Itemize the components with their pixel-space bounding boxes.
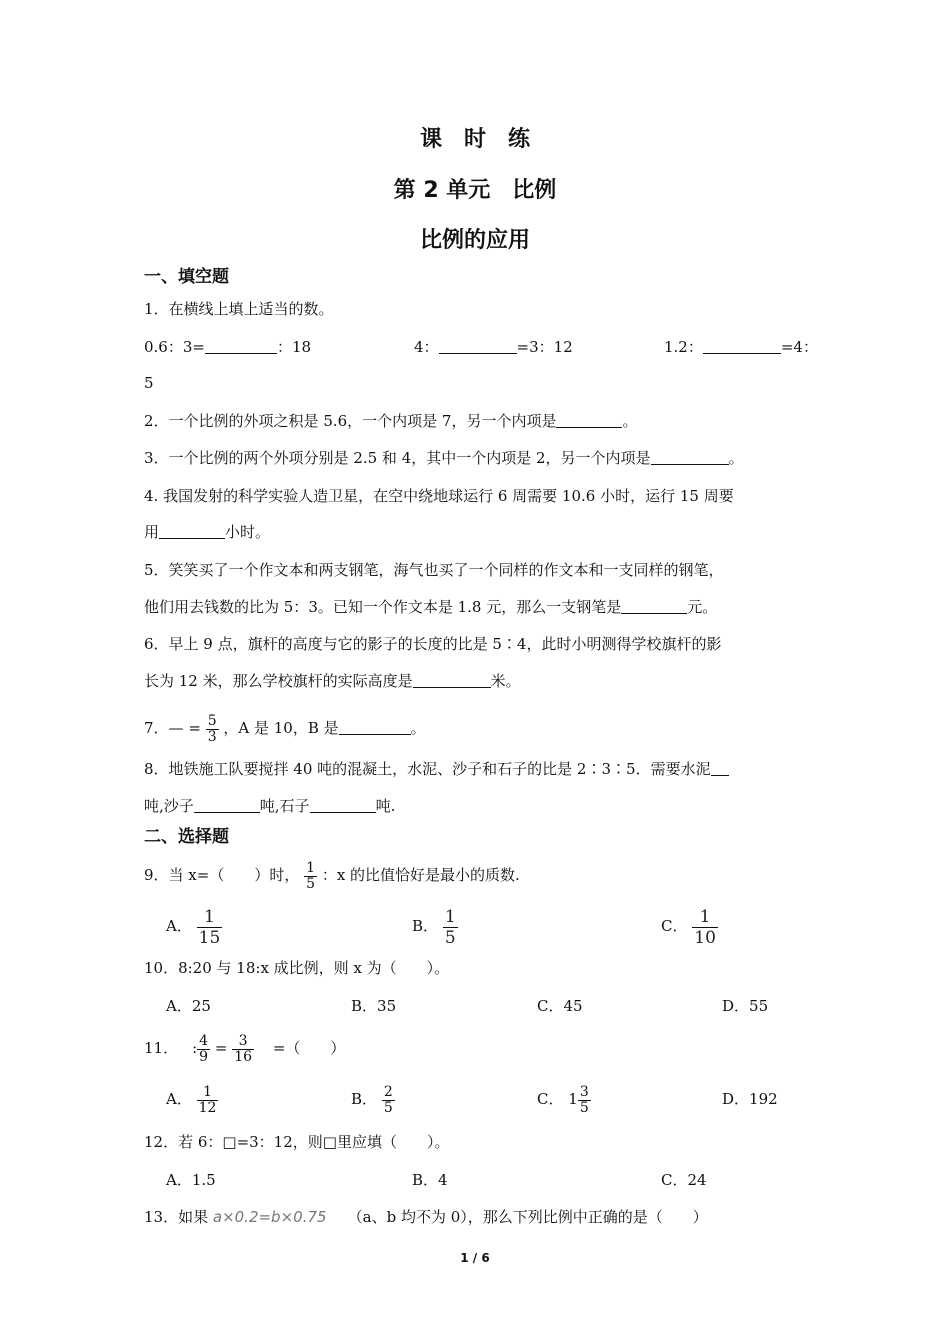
answer-blank[interactable] [556,411,622,428]
q3-text: 3．一个比例的两个外项分别是 2.5 和 4，其中一个内项是 2，另一个内项是 [144,449,651,467]
fraction-denominator: 12 [198,1099,217,1116]
option-label: A． [166,1090,192,1108]
q11-option-c[interactable] [537,1081,591,1117]
fraction-denominator: 9 [199,1048,209,1065]
q7-number: 7． [144,719,169,737]
q11-fraction-1 [197,1034,210,1065]
option-label: B． [351,1090,378,1108]
q10-option-a[interactable]: A．25 [166,997,211,1015]
option-fraction [578,1085,591,1116]
q6-text: 长为 12 米，那么学校旗杆的实际高度是 [144,672,413,690]
q8-text-2: 吨,沙子 [144,797,194,815]
q1a-prefix: 0.6：3= [144,338,205,356]
fraction-numerator: 3 [232,1034,254,1050]
answer-blank[interactable] [413,671,491,688]
q6-end: 米。 [490,672,521,690]
section-heading-multiple-choice: 二、选择题 [144,827,229,847]
question-9 [144,857,520,893]
option-fraction [197,907,223,948]
question-1c [664,337,818,357]
fraction-denominator: 5 [306,875,316,892]
option-fraction [443,907,458,948]
q4-end: 小时。 [225,523,271,541]
q9-text-2: ：x 的比值恰好是最小的质数. [321,866,520,884]
question-1c-wrap: 5 [144,374,154,392]
q11-text: =（ ） [272,1039,346,1057]
unit-title: 第 2 单元 比例 [393,178,557,203]
answer-blank[interactable] [339,718,411,735]
q7-equals: = [188,719,201,737]
option-fraction [692,907,718,948]
option-label: B． [412,917,439,935]
q2-text: 2．一个比例的外项之积是 5.6，一个内项是 7，另一个内项是 [144,412,557,430]
question-2 [144,411,638,431]
fraction-numerator: 1 [306,859,316,876]
q5-end: 元。 [687,598,718,616]
q9-option-a[interactable] [166,904,222,948]
fraction-denominator: 3 [207,728,217,745]
q9-option-c[interactable] [661,904,718,948]
q13-formula-image: a×0.2=b×0.75 [212,1208,327,1226]
q7-text: ，A 是 10，B 是 [223,719,339,737]
q1b-suffix: =3：12 [516,338,573,356]
q9-fraction [304,861,317,892]
question-10: 10．8:20 与 18:x 成比例，则 x 为（ ）。 [144,959,450,977]
option-fraction [382,1085,395,1116]
question-5-line1: 5．笑笑买了一个作文本和两支钢笔，海气也买了一个同样的作文本和一支同样的钢笔， [144,561,724,579]
answer-blank[interactable] [439,337,517,354]
q12-option-a[interactable]: A．1.5 [166,1171,216,1189]
q3-end: 。 [728,449,744,467]
fraction-denominator: 15 [198,927,221,948]
q11-number: 11． [144,1039,179,1057]
option-label: A． [166,917,192,935]
q12-option-c[interactable]: C．24 [661,1171,707,1189]
q8-text-3: 吨,石子 [259,797,310,815]
q4-text: 用 [144,523,160,541]
fraction-denominator: 10 [694,927,716,948]
answer-blank[interactable] [651,448,729,465]
answer-blank[interactable] [205,337,277,354]
answer-blank[interactable] [310,796,376,813]
q7-dash: — [168,719,184,737]
q9-option-b[interactable] [412,904,458,948]
question-1a [144,337,311,357]
question-5-line2 [144,597,717,617]
q11-option-d[interactable] [722,1089,778,1109]
fraction-denominator: 5 [444,927,456,948]
page-number: 1 / 6 [460,1251,490,1265]
fraction-numerator: 1 [197,1085,219,1101]
question-12: 12．若 6：□=3：12，则□里应填（ ）。 [144,1133,450,1151]
question-7 [144,710,426,746]
answer-blank[interactable] [621,597,687,614]
q10-option-b[interactable]: B．35 [351,997,397,1015]
fraction-numerator: 2 [383,1083,393,1100]
answer-blank[interactable] [711,759,729,776]
fraction-numerator: 3 [579,1083,589,1100]
option-fraction [197,1085,219,1116]
question-13 [144,1207,708,1227]
question-3 [144,448,744,468]
question-6-line1: 6．早上 9 点，旗杆的高度与它的影子的长度的比是 5∶4，此时小明测得学校旗杆的影 [144,635,722,653]
question-6-line2 [144,671,521,691]
fraction-denominator: 5 [383,1099,393,1116]
q2-end: 。 [622,412,638,430]
fraction-denominator: 5 [579,1099,589,1116]
option-label: D． [722,1090,750,1108]
q10-option-d[interactable]: D．55 [722,997,769,1015]
option-label: C． [537,1090,564,1108]
page-title: 课 时 练 [419,127,530,152]
mixed-number-whole: 1 [568,1090,578,1108]
q11-fraction-2 [232,1034,254,1065]
section-heading-fill-in: 一、填空题 [144,267,229,287]
option-value: 192 [749,1090,778,1108]
fraction-numerator: 1 [444,906,456,927]
fraction-denominator: 16 [234,1048,253,1065]
q11-equals: = [214,1039,228,1057]
question-1: 1．在横线上填上适当的数。 [144,300,334,318]
q13-text-2: （a、b 均不为 0），那么下列比例中正确的是（ ） [347,1208,708,1226]
lesson-title: 比例的应用 [419,228,530,253]
q11-option-a[interactable] [166,1081,218,1117]
fraction-numerator: 4 [199,1032,209,1049]
question-1b [414,337,573,357]
q1b-prefix: 4： [414,338,439,356]
q11-option-b[interactable] [351,1081,395,1117]
question-8-line1 [144,759,729,779]
question-8-line2 [144,796,395,816]
answer-blank[interactable] [703,337,781,354]
q9-text: 9．当 x=（ ）时， [144,866,300,884]
q8-end: 吨. [375,797,396,815]
question-4-line1: 4. 我国发射的科学实验人造卫星，在空中绕地球运行 6 周需要 10.6 小时，运行 15 周要 [144,487,734,505]
q7-fraction [206,714,219,745]
question-4-line2 [144,522,270,542]
fraction-numerator: 1 [197,907,223,928]
fraction-numerator: 5 [207,712,217,729]
q12-option-b[interactable]: B．4 [412,1171,448,1189]
option-label: C． [661,917,688,935]
q13-text: 13．如果 [144,1208,209,1226]
q5-text: 他们用去钱数的比为 5：3。已知一个作文本是 1.8 元，那么一支钢笔是 [144,598,622,616]
fraction-numerator: 1 [692,907,718,928]
q1c-prefix: 1.2： [664,338,703,356]
q1c-suffix: =4： [780,338,818,356]
q1a-suffix: ：18 [276,338,312,356]
q10-option-c[interactable]: C．45 [537,997,583,1015]
q7-end: 。 [410,719,426,737]
answer-blank[interactable] [159,522,225,539]
question-11 [144,1030,345,1066]
q11-colon: : [192,1039,198,1057]
q8-text: 8．地铁施工队要搅拌 40 吨的混凝土，水泥、沙子和石子的比是 2∶3∶5．需要水泥 [144,760,711,778]
answer-blank[interactable] [194,796,260,813]
